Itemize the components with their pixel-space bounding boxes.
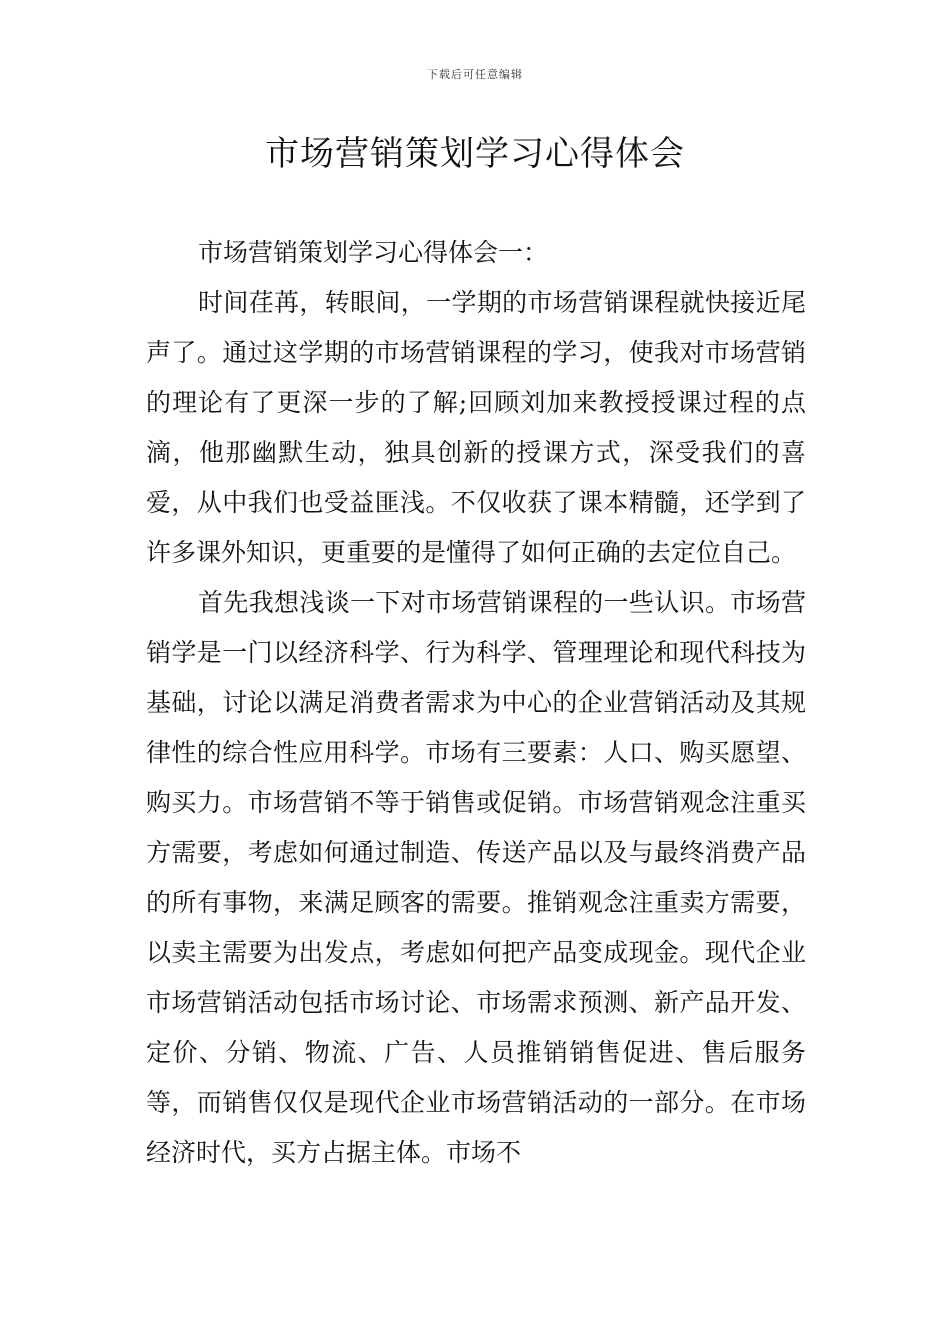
- document-body: [146, 228, 806, 1178]
- download-note: 下载后可任意编辑: [427, 68, 523, 81]
- paragraph-subtitle: 市场营销策划学习心得体会一：: [198, 238, 549, 267]
- document-title: 市场营销策划学习心得体会: [265, 134, 685, 174]
- paragraph-understanding: 首先我想浅谈一下对市场营销课程的一些认识。市场营销学是一门以经济科学、行为科学、管理理论和现代科技为基础，讨论以满足消费者需求为中心的企业营销活动及其规律性的综合性应用科学。市场有三要素：人口、购买愿望、购买力。市场营销不等于销售或促销。市场营销观念注重买方需要，考虑如何通过制造、传送产品以及与最终消费产品的所有事物，来满足顾客的需要。推销观念注重卖方需要，以卖主需要为出发点，考虑如何把产品变成现金。现代企业市场营销活动包括市场讨论、市场需求预测、新产品开发、定价、分销、物流、广告、人员推销销售促进、售后服务等，而销售仅仅是现代企业市场营销活动的一部分。在市场经济时代，买方占据主体。市场不: [146, 588, 806, 1167]
- paragraph-intro: 时间荏苒，转眼间，一学期的市场营销课程就快接近尾声了。通过这学期的市场营销课程的学习，使我对市场营销的理论有了更深一步的了解;回顾刘加来教授授课过程的点滴，他那幽默生动，独具创新的授课方式，深受我们的喜爱，从中我们也受益匪浅。不仅收获了课本精髓，还学到了许多课外知识，更重要的是懂得了如何正确的去定位自己。: [146, 288, 806, 567]
